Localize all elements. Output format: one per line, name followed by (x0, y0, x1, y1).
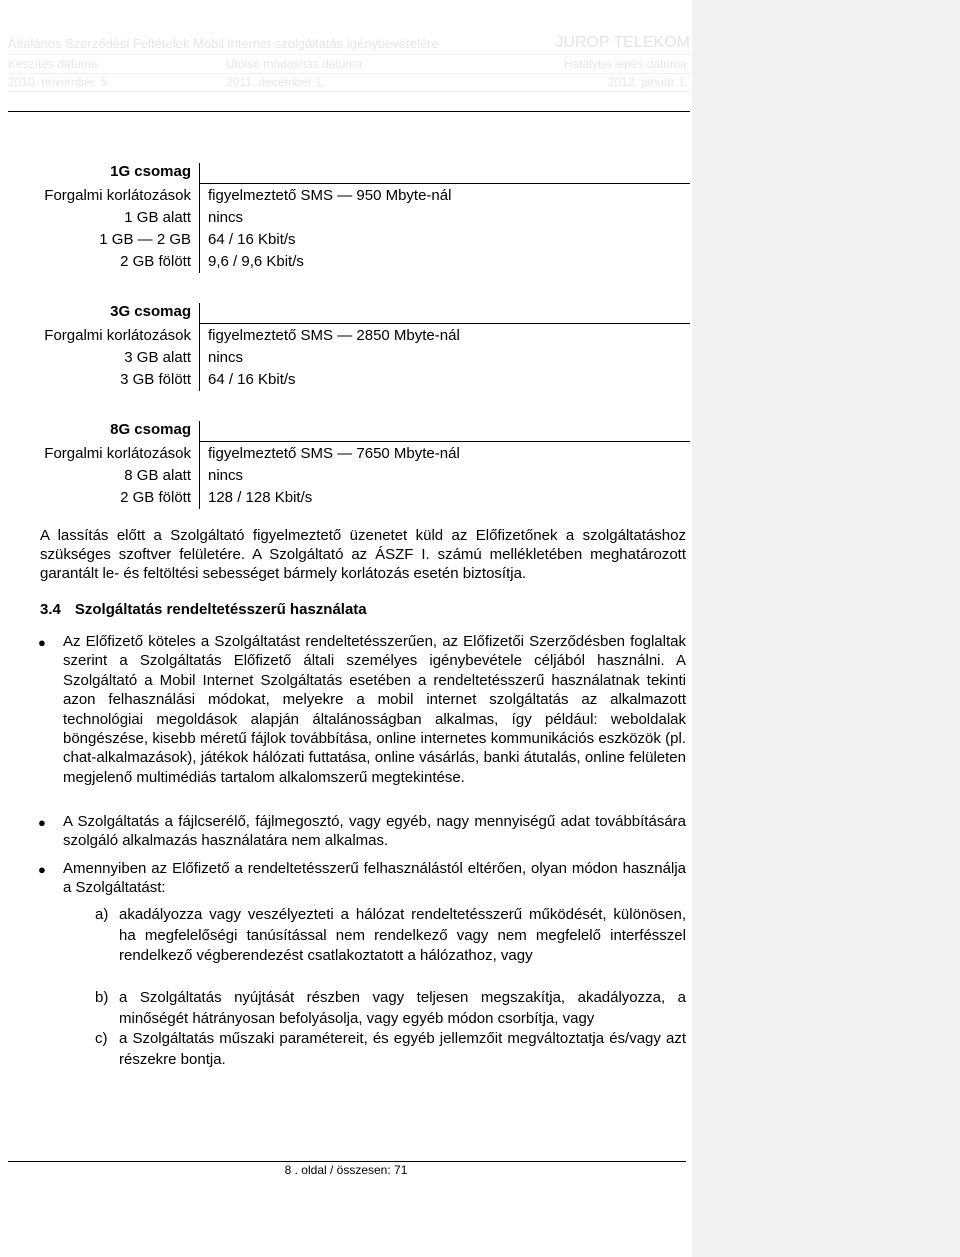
table-rule (199, 441, 690, 442)
package-1g (0, 163, 692, 273)
subitem-text: a Szolgáltatás műszaki paramétereit, és egyéb jellemzőit megváltoztatja és/vagy azt részekre bontja. (119, 1030, 686, 1068)
bullet-icon: ● (38, 635, 46, 650)
comment-margin-panel (692, 0, 960, 1257)
subitem-b (95, 988, 686, 1029)
effective-date: 2012. január 1. (608, 75, 689, 89)
subitem-a (95, 905, 686, 967)
modified-date: 2011. december 1. (226, 75, 326, 89)
table-divider (199, 303, 200, 391)
subitem-text: akadályozza vagy veszélyezteti a hálózat rendeltetésszerű működését, különösen, ha megfelelőségi tanúsítással nem rendelkező vagy nem megfelelő interfésszel rendelkező végberendezést csatlakoztatott a hálózathoz, vagy (119, 906, 686, 965)
row-value: 64 / 16 Kbit/s (208, 231, 296, 248)
row-value: nincs (208, 209, 244, 226)
document-title: Általános Szerződési Feltételek Mobil internet szolgáltatás igénybevételére (8, 36, 439, 51)
package-title: 3G csomag (110, 303, 191, 320)
subitem-marker: b) (95, 989, 109, 1006)
row-value: 64 / 16 Kbit/s (208, 371, 296, 388)
row-value: figyelmeztető SMS — 2850 Mbyte-nál (208, 327, 460, 344)
header-dates-row (8, 75, 690, 90)
footer-rule (8, 1161, 686, 1162)
slowdown-paragraph: A lassítás előtt a Szolgáltató figyelmeztető üzenetet küld az Előfizetőnek a szolgáltatáshoz szükséges szoftver felületére. A Szolgáltató az ÁSZF I. számú mellékletében meghatározott garantált le- és feltöltési sebességet bármely korlátozás esetén biztosítja. (40, 527, 686, 583)
subitem-marker: a) (95, 906, 109, 923)
header-divider (8, 54, 690, 55)
row-label: Forgalmi korlátozások (44, 327, 191, 344)
row-value: 9,6 / 9,6 Kbit/s (208, 253, 304, 270)
company-brand: JUROP TELEKOM (555, 34, 690, 51)
created-date: 2010. november. 5. (8, 75, 111, 89)
row-label: 8 GB alatt (124, 467, 191, 484)
table-divider (199, 163, 200, 273)
bullet-paragraph: A Szolgáltatás a fájlcserélő, fájlmegosztó, vagy egyéb, nagy mennyiségű adat továbbítására szolgáló alkalmazás használatára nem alkalmas. (63, 813, 686, 850)
header-divider (8, 91, 690, 92)
table-rule (199, 183, 690, 184)
row-value: nincs (208, 467, 244, 484)
subitem-c (95, 1029, 686, 1070)
header-title-row (8, 36, 690, 53)
row-label: 2 GB fölött (120, 253, 191, 270)
header-labels-row (8, 57, 690, 72)
bullet-paragraph: Az Előfizető köteles a Szolgáltatást rendeltetésszerűen, az Előfizetői Szerződésben foglaltak szerint a Szolgáltatás Előfizető általi személyes igénybevétele céljából használni. A Szolgáltató a Mobil Internet Szolgáltatás esetében a rendeltetésszerű használatnak tekinti azon felhasználási módokat, melyekre a mobil internet szolgáltatás az alkalmazott technológiai megoldások alapján általánosságban alkalmas, így például: weboldalak böngészése, kisebb méretű fájlok továbbítása, online internetes kommunikációs eszközök (pl. chat-alkalmazások), játékok hálózati futtatása, online vásárlás, banki átutalás, online felületen megjelenő multimédiás tartalom alkalomszerű megtekintése. (63, 633, 686, 786)
row-value: figyelmeztető SMS — 950 Mbyte-nál (208, 187, 452, 204)
package-title: 8G csomag (110, 421, 191, 438)
subitem-text: a Szolgáltatás nyújtását részben vagy teljesen megszakítja, akadályozza, a minőségét hátrányosan befolyásolja, vagy egyéb módon csorbítja, vagy (119, 989, 686, 1027)
row-label: Forgalmi korlátozások (44, 187, 191, 204)
header-rule (8, 111, 690, 112)
bullet-icon: ● (38, 862, 46, 877)
row-label: 3 GB fölött (120, 371, 191, 388)
header-divider (8, 73, 690, 74)
row-label: Forgalmi korlátozások (44, 445, 191, 462)
effective-label: Hatályba lépés dátuma (564, 57, 687, 71)
page-number: 8 . oldal / összesen: 71 (284, 1163, 408, 1177)
table-divider (199, 421, 200, 509)
subitem-marker: c) (95, 1030, 108, 1047)
row-value: nincs (208, 349, 244, 366)
row-label: 2 GB fölött (120, 489, 191, 506)
bullet-paragraph: Amennyiben az Előfizető a rendeltetésszerű felhasználástól eltérően, olyan módon használja a Szolgáltatást: (63, 860, 686, 897)
section-heading (40, 601, 367, 618)
row-label: 1 GB alatt (124, 209, 191, 226)
section-title: Szolgáltatás rendeltetésszerű használata (74, 601, 367, 618)
section-number: 3.4 (40, 601, 61, 618)
row-label: 3 GB alatt (124, 349, 191, 366)
row-label: 1 GB — 2 GB (99, 231, 191, 248)
table-rule (199, 323, 690, 324)
row-value: 128 / 128 Kbit/s (208, 489, 313, 506)
bullet-icon: ● (38, 815, 46, 830)
row-value: figyelmeztető SMS — 7650 Mbyte-nál (208, 445, 460, 462)
package-3g (0, 303, 692, 391)
modified-label: Utolsó módosítás dátuma (226, 57, 363, 71)
package-8g (0, 421, 692, 509)
package-title: 1G csomag (110, 163, 191, 180)
created-label: Készítés dátuma (8, 57, 98, 71)
